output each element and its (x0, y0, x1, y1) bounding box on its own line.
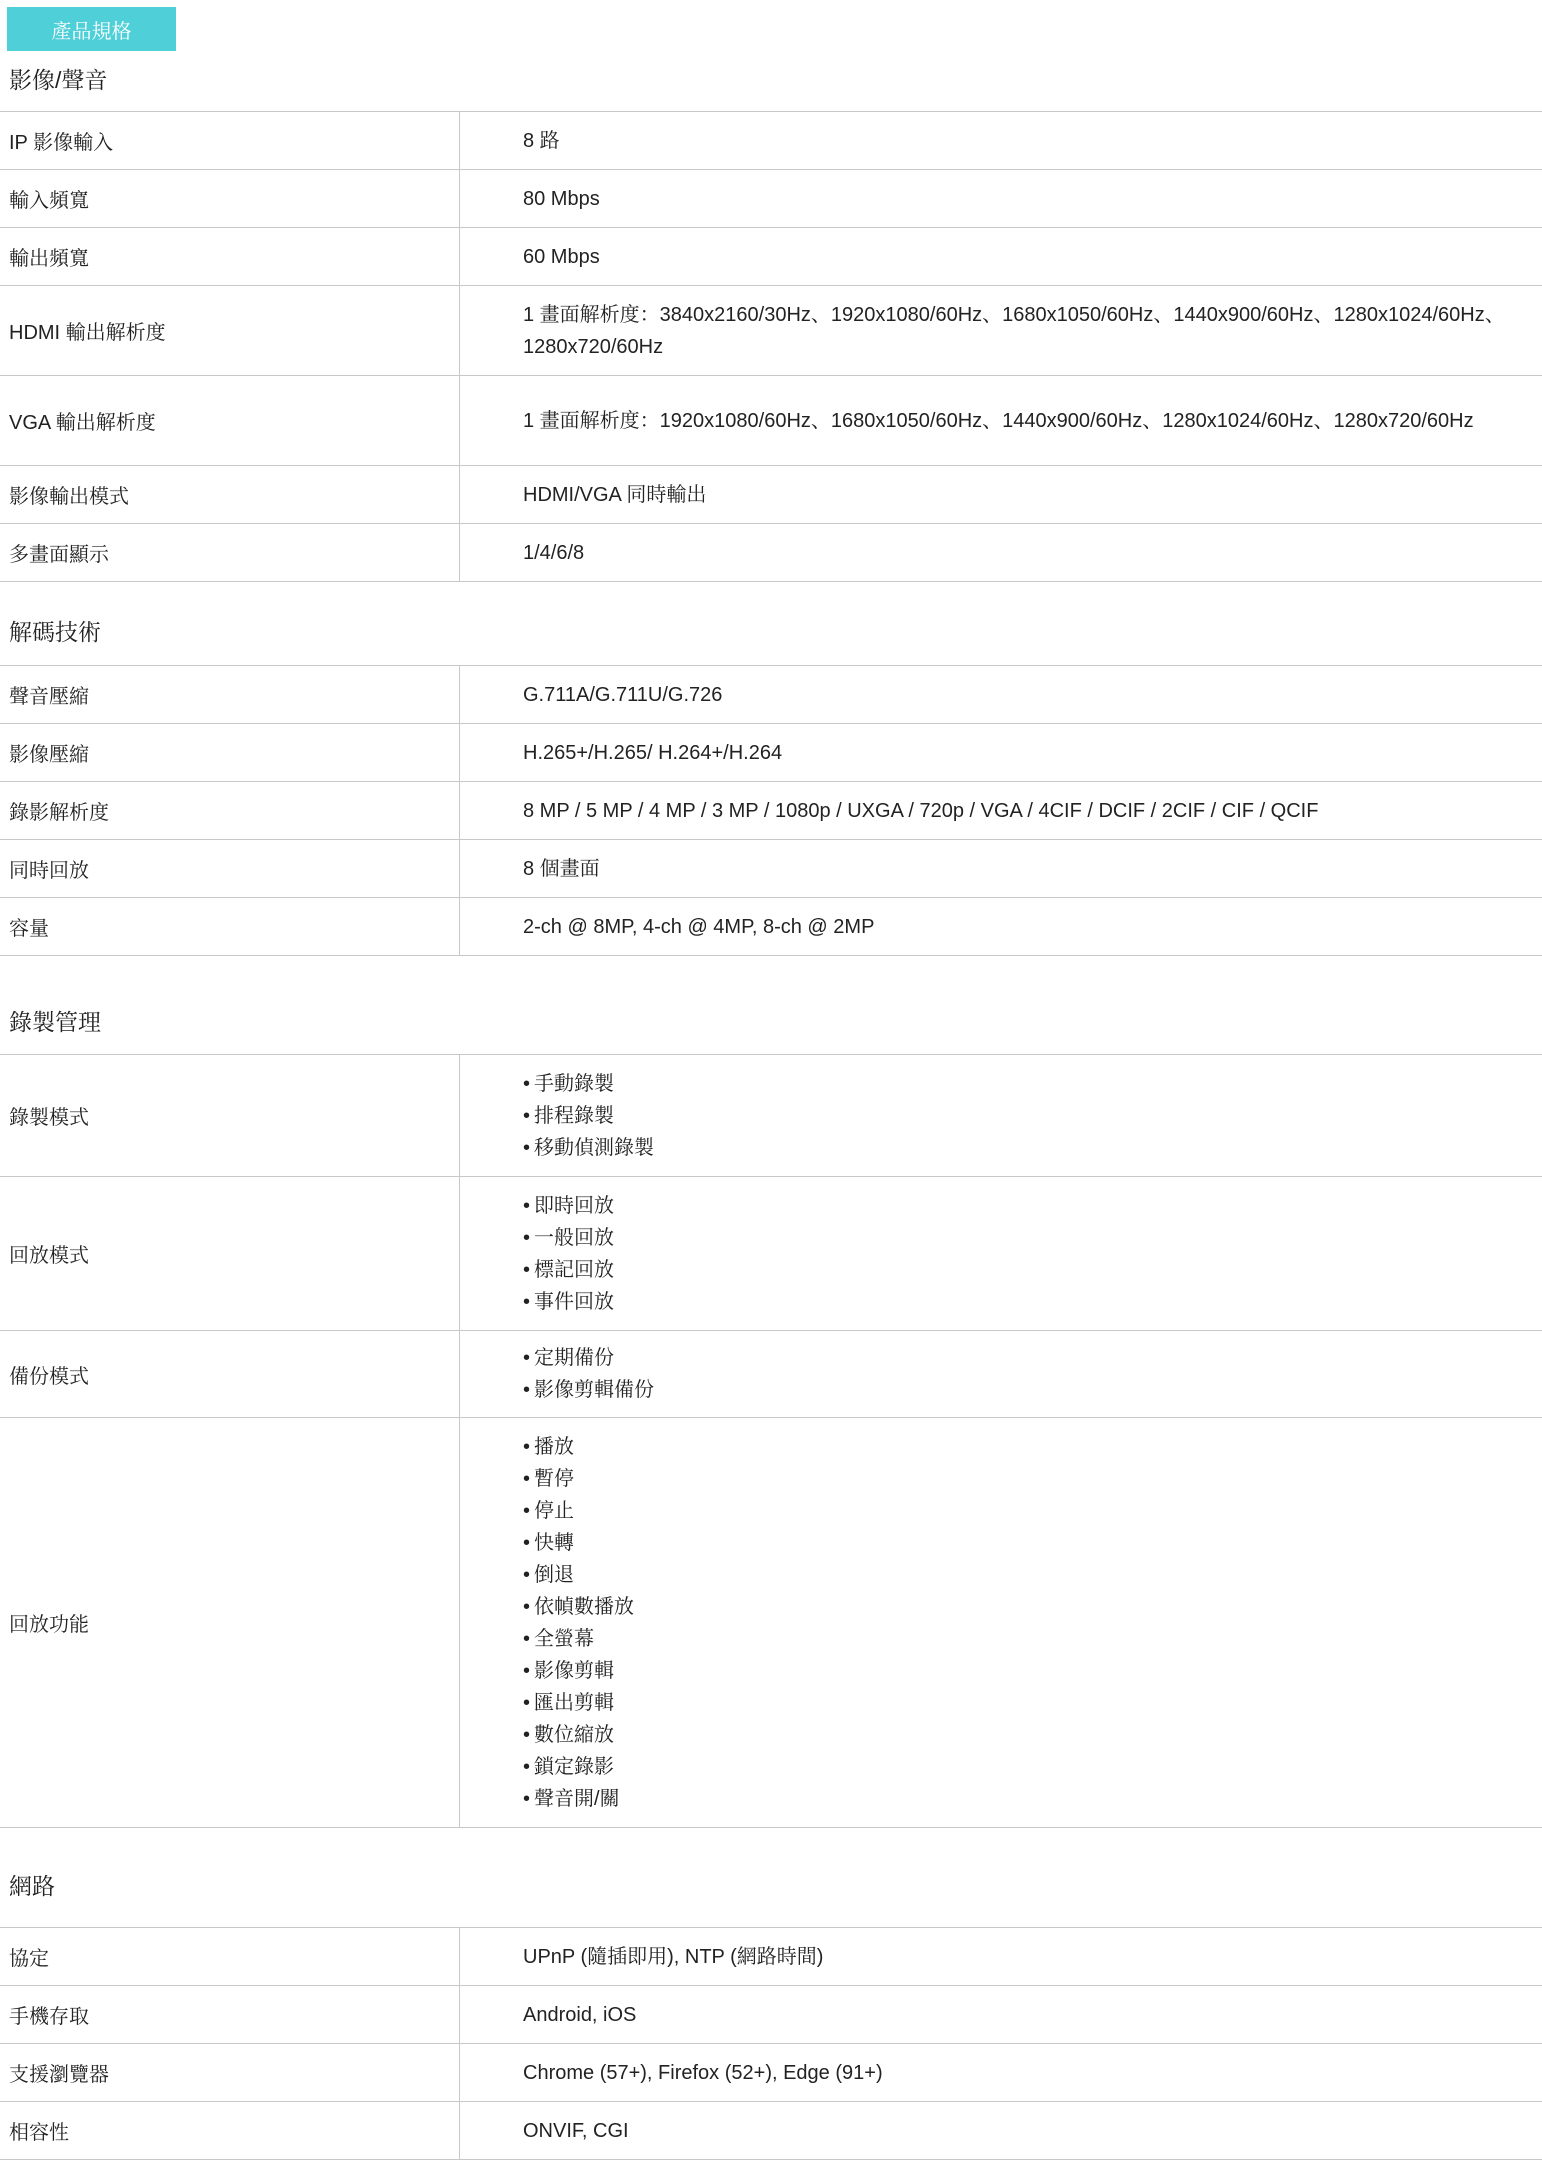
table-row (0, 1055, 1542, 1177)
spec-label: 影像輸出模式 (0, 466, 460, 524)
spec-label: 聲音壓縮 (0, 666, 460, 724)
spec-label: 容量 (0, 898, 460, 956)
list-item: • 移動偵測錄製 (523, 1132, 1542, 1164)
list-item: • 手動錄製 (523, 1068, 1542, 1100)
spec-value: UPnP (隨插即用), NTP (網路時間) (460, 1928, 1542, 1986)
section-video-audio-title: 影像/聲音 (9, 67, 108, 93)
list-item: • 暫停 (523, 1463, 1542, 1495)
table-row (0, 286, 1542, 376)
bullet-list (523, 1431, 1542, 1815)
spec-value: 8 MP / 5 MP / 4 MP / 3 MP / 1080p / UXGA / 720p / VGA / 4CIF / DCIF / 2CIF / CIF / QCIF (460, 782, 1542, 840)
spec-value: 2-ch @ 8MP, 4-ch @ 4MP, 8-ch @ 2MP (460, 898, 1542, 956)
spec-label: 備份模式 (0, 1331, 460, 1418)
list-item: • 播放 (523, 1431, 1542, 1463)
table-row (0, 724, 1542, 782)
spec-label: 輸出頻寬 (0, 228, 460, 286)
bullet-list (523, 1342, 1542, 1406)
spec-value: 8 路 (460, 112, 1542, 170)
bullet-list (523, 1190, 1542, 1318)
spec-label: 回放模式 (0, 1177, 460, 1331)
spec-value: 8 個畫面 (460, 840, 1542, 898)
table-row (0, 524, 1542, 582)
spec-value-list (460, 1331, 1542, 1418)
table-row (0, 170, 1542, 228)
spec-value-list (460, 1177, 1542, 1331)
list-item: • 停止 (523, 1495, 1542, 1527)
list-item: • 全螢幕 (523, 1623, 1542, 1655)
section-recording-table (0, 1054, 1542, 1828)
table-row (0, 376, 1542, 466)
list-item: • 即時回放 (523, 1190, 1542, 1222)
spec-value: 1 畫面解析度：3840x2160/30Hz、1920x1080/60Hz、1680x1050/60Hz、1440x900/60Hz、1280x1024/60Hz、1280x720/60Hz (460, 286, 1542, 376)
table-row (0, 666, 1542, 724)
spec-label: 手機存取 (0, 1986, 460, 2044)
list-item: • 快轉 (523, 1527, 1542, 1559)
spec-label: 協定 (0, 1928, 460, 1986)
table-row (0, 1986, 1542, 2044)
table-row (0, 1331, 1542, 1418)
section-decoding-title: 解碼技術 (9, 619, 101, 645)
spec-label: 錄影解析度 (0, 782, 460, 840)
list-item: • 鎖定錄影 (523, 1751, 1542, 1783)
spec-value: 80 Mbps (460, 170, 1542, 228)
spec-label: 多畫面顯示 (0, 524, 460, 582)
bullet-list (523, 1068, 1542, 1164)
list-item: • 一般回放 (523, 1222, 1542, 1254)
table-row (0, 1418, 1542, 1828)
spec-label: 支援瀏覽器 (0, 2044, 460, 2102)
table-row (0, 228, 1542, 286)
spec-label: 同時回放 (0, 840, 460, 898)
product-spec-tab[interactable]: 產品規格 (7, 7, 176, 51)
list-item: • 影像剪輯備份 (523, 1374, 1542, 1406)
section-decoding-table (0, 665, 1542, 956)
table-row (0, 840, 1542, 898)
list-item: • 數位縮放 (523, 1719, 1542, 1751)
spec-value: 1 畫面解析度：1920x1080/60Hz、1680x1050/60Hz、1440x900/60Hz、1280x1024/60Hz、1280x720/60Hz (460, 376, 1542, 466)
list-item: • 依幀數播放 (523, 1591, 1542, 1623)
list-item: • 匯出剪輯 (523, 1687, 1542, 1719)
table-row (0, 1928, 1542, 1986)
spec-value: Chrome (57+), Firefox (52+), Edge (91+) (460, 2044, 1542, 2102)
section-recording-title: 錄製管理 (9, 1009, 101, 1035)
section-network-title: 網路 (9, 1873, 55, 1899)
spec-value: G.711A/G.711U/G.726 (460, 666, 1542, 724)
list-item: • 排程錄製 (523, 1100, 1542, 1132)
table-row (0, 782, 1542, 840)
table-row (0, 2044, 1542, 2102)
spec-value: H.265+/H.265/ H.264+/H.264 (460, 724, 1542, 782)
spec-value: 60 Mbps (460, 228, 1542, 286)
section-network-table (0, 1927, 1542, 2160)
spec-label: 錄製模式 (0, 1055, 460, 1177)
list-item: • 定期備份 (523, 1342, 1542, 1374)
spec-value: HDMI/VGA 同時輸出 (460, 466, 1542, 524)
section-video-audio-table (0, 111, 1542, 582)
list-item: • 倒退 (523, 1559, 1542, 1591)
spec-value-list (460, 1055, 1542, 1177)
spec-label: 回放功能 (0, 1418, 460, 1828)
spec-value: Android, iOS (460, 1986, 1542, 2044)
spec-label: HDMI 輸出解析度 (0, 286, 460, 376)
table-row (0, 898, 1542, 956)
list-item: • 標記回放 (523, 1254, 1542, 1286)
spec-label: VGA 輸出解析度 (0, 376, 460, 466)
spec-label: 影像壓縮 (0, 724, 460, 782)
spec-label: 輸入頻寬 (0, 170, 460, 228)
spec-value: 1/4/6/8 (460, 524, 1542, 582)
spec-label: 相容性 (0, 2102, 460, 2160)
spec-value: ONVIF, CGI (460, 2102, 1542, 2160)
table-row (0, 1177, 1542, 1331)
list-item: • 事件回放 (523, 1286, 1542, 1318)
spec-label: IP 影像輸入 (0, 112, 460, 170)
spec-value-list (460, 1418, 1542, 1828)
table-row (0, 112, 1542, 170)
list-item: • 聲音開/關 (523, 1783, 1542, 1815)
list-item: • 影像剪輯 (523, 1655, 1542, 1687)
table-row (0, 2102, 1542, 2160)
table-row (0, 466, 1542, 524)
